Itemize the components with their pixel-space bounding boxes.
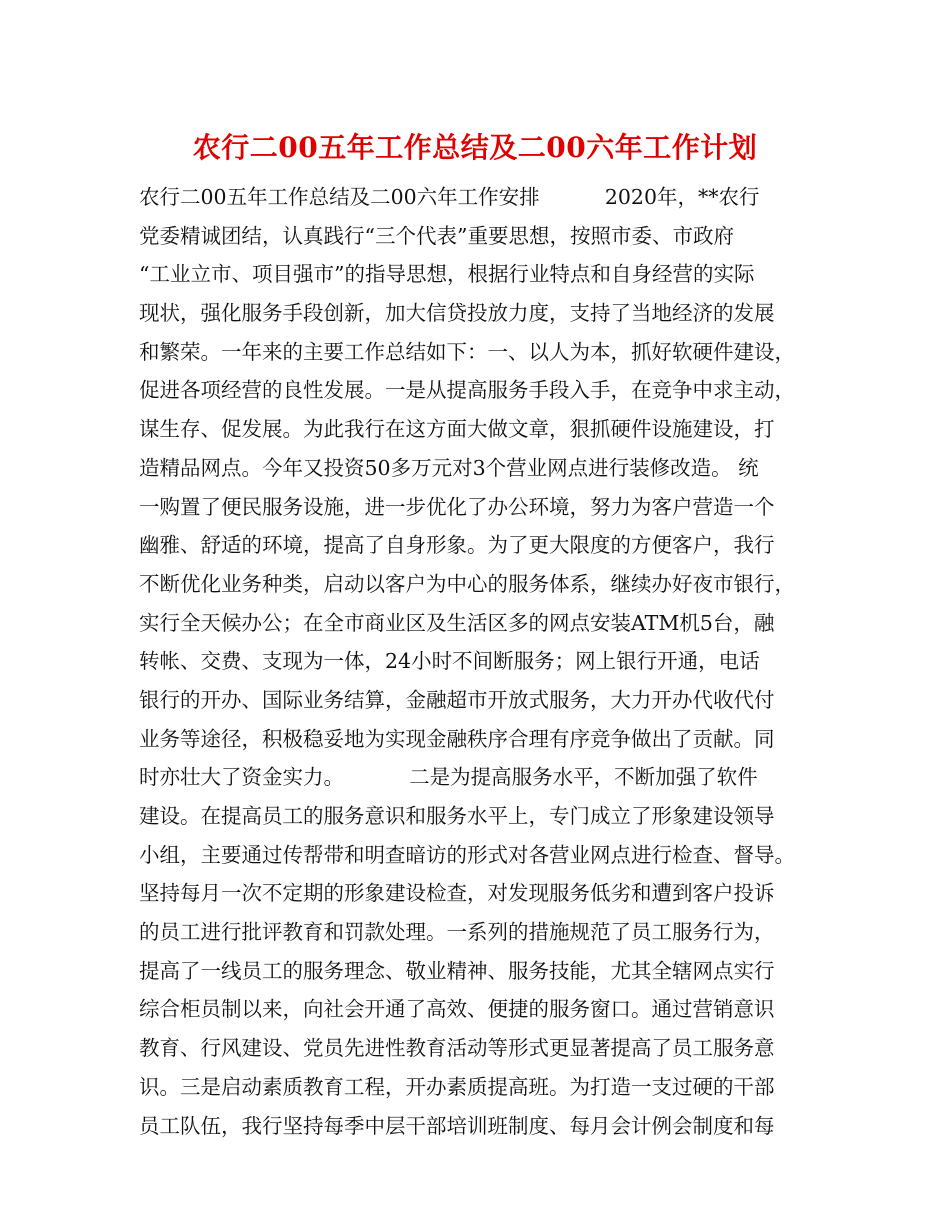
body-line: 员工队伍，我行坚持每季中层干部培训班制度、每月会计例会制度和每 — [139, 1113, 775, 1138]
body-line: 综合柜员制以来，向社会开通了高效、便捷的服务窗口。通过营销意识 — [139, 997, 775, 1022]
body-line: 不断优化业务种类，启动以客户为中心的服务体系，继续办好夜市银行， — [139, 571, 795, 596]
body-line: 转帐、交费、支现为一体，24小时不间断服务；网上银行开通，电话 — [139, 649, 760, 674]
body-line: 党委精诚团结，认真践行“三个代表”重要思想，按照市委、市政府 — [139, 223, 734, 248]
body-line: 银行的开办、国际业务结算，金融超市开放式服务，大力开办代收代付 — [139, 687, 775, 712]
body-line: 小组，主要通过传帮带和明查暗访的形式对各营业网点进行检查、督导。 — [139, 842, 795, 867]
body-line: 现状，强化服务手段创新，加大信贷投放力度，支持了当地经济的发展 — [139, 301, 775, 326]
body-line: 促进各项经营的良性发展。一是从提高服务手段入手，在竞争中求主动， — [139, 378, 795, 403]
document-body — [139, 178, 819, 1145]
body-line: 的员工进行批评教育和罚款处理。一系列的措施规范了员工服务行为， — [139, 920, 775, 945]
document-title: 农行二00五年工作总结及二00六年工作计划 — [192, 131, 758, 164]
body-line: 坚持每月一次不定期的形象建设检查，对发现服务低劣和遭到客户投诉 — [139, 881, 775, 906]
body-line: “工业立市、项目强市”的指导思想，根据行业特点和自身经营的实际 — [139, 262, 755, 287]
body-line: 幽雅、舒适的环境，提高了自身形象。为了更大限度的方便客户，我行 — [139, 533, 775, 558]
body-line: 时亦壮大了资金实力。 二是为提高服务水平，不断加强了软件 — [139, 765, 758, 790]
body-line: 提高了一线员工的服务理念、敬业精神、服务技能，尤其全辖网点实行 — [139, 958, 775, 983]
body-line: 一购置了便民服务设施，进一步优化了办公环境，努力为客户营造一个 — [139, 494, 775, 519]
body-line: 建设。在提高员工的服务意识和服务水平上，专门成立了形象建设领导 — [139, 804, 775, 828]
body-line: 造精品网点。今年又投资50多万元对3个营业网点进行装修改造。 统 — [139, 455, 759, 480]
body-line: 业务等途径，积极稳妥地为实现金融秩序合理有序竞争做出了贡献。同 — [139, 726, 775, 751]
body-line: 教育、行风建设、党员先进性教育活动等形式更显著提高了员工服务意 — [139, 1036, 775, 1061]
body-line: 和繁荣。一年来的主要工作总结如下：一、以人为本，抓好软硬件建设， — [139, 339, 795, 364]
body-line: 识。三是启动素质教育工程，开办素质提高班。为打造一支过硬的干部 — [139, 1074, 775, 1099]
body-line: 实行全天候办公；在全市商业区及生活区多的网点安装ATM机5台，融 — [139, 610, 775, 635]
body-line: 农行二00五年工作总结及二00六年工作安排 2020年，**农行 — [139, 185, 760, 209]
body-line: 谋生存、促发展。为此我行在这方面大做文章，狠抓硬件设施建设，打 — [139, 417, 775, 442]
